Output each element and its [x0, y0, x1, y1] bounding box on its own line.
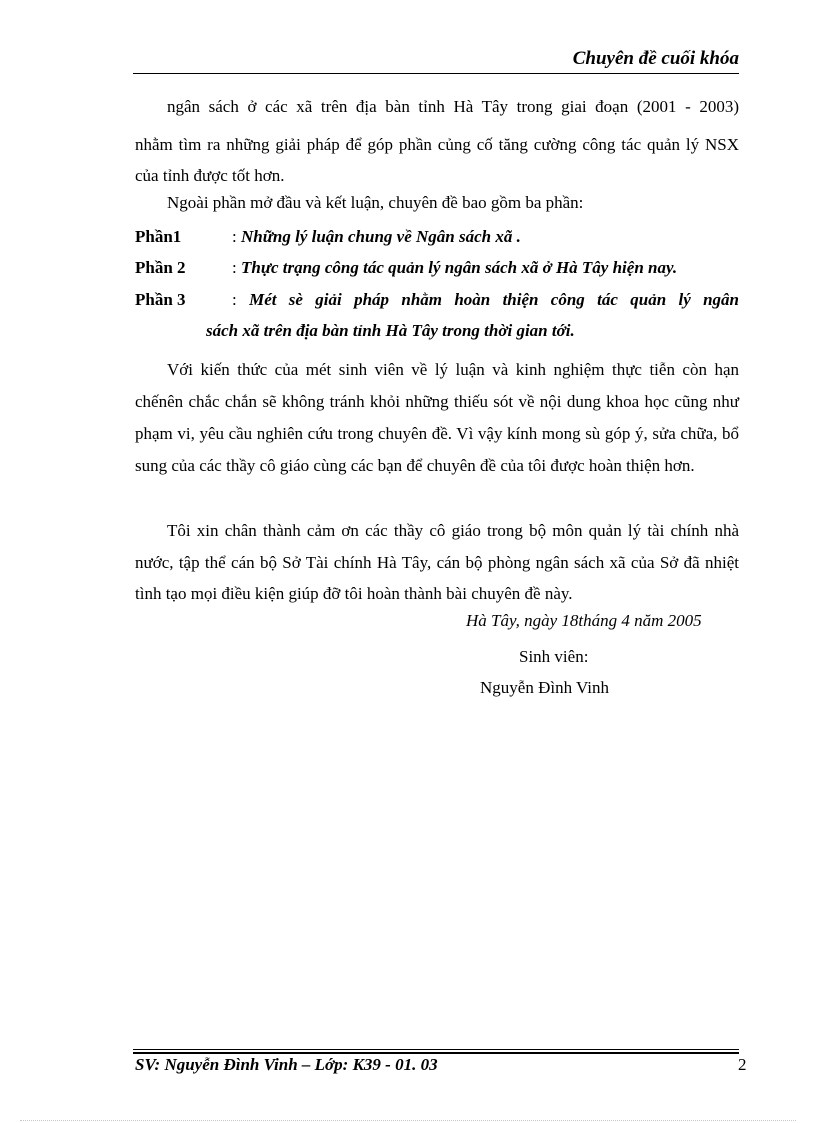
part-3-label: Phần 3 [135, 290, 186, 309]
page-edge-dotted-line [20, 1120, 796, 1121]
part-1-title [232, 227, 739, 247]
footer-rule-thin [133, 1049, 739, 1050]
part-2-colon: : [232, 258, 237, 277]
paragraph-1-rest: nhằm tìm ra những giải pháp để góp phần củng cố tăng cường công tác quản lý NSX của tỉnh được tốt hơn. [135, 135, 739, 185]
footer-rule-thick [133, 1052, 739, 1054]
paragraph-4: Tôi xin chân thành cảm ơn các thầy cô giáo trong bộ môn quản lý tài chính nhà nước, tập thể cán bộ Sở Tài chính Hà Tây, cán bộ phòng ngân sách xã của Sở đã nhiệt tình tạo mọi điều kiện giúp đỡ tôi hoàn thành bài chuyên đề này. [135, 521, 739, 603]
header-rule [133, 73, 739, 74]
part-3-text: Mét sè giải pháp nhằm hoàn thiện công tác quản lý ngân [249, 290, 740, 309]
signature-title: Sinh viên: [519, 647, 589, 666]
part-2-title [232, 258, 739, 278]
paragraph-2: Ngoài phần mở đầu và kết luận, chuyên đề bao gồm ba phần: [167, 193, 584, 212]
footer-author-class: SV: Nguyễn Đình Vinh – Lớp: K39 - 01. 03 [135, 1055, 438, 1074]
running-header: Chuyên đề cuối khóa [572, 48, 739, 69]
signature-name: Nguyễn Đình Vinh [480, 678, 609, 697]
paragraph-1-line-1: ngân sách ở các xã trên địa bàn tỉnh Hà Tây trong giai đoạn (2001 - 2003) [167, 97, 739, 116]
page-number: 2 [738, 1055, 747, 1074]
paragraph-3: Với kiến thức của mét sinh viên về lý luận và kinh nghiệm thực tiễn còn hạn chếnên chắc chắn sẽ không tránh khỏi những thiếu sót về nội dung khoa học cũng như phạm vi, yêu cầu nghiên cứu trong chuyên đề. Vì vậy kính mong sù góp ý, sửa chữa, bổ sung của các thầy cô giáo cùng các bạn để chuyên đề của tôi được hoàn thiện hơn. [135, 360, 739, 475]
signature-date: Hà Tây, ngày 18tháng 4 năm 2005 [466, 611, 702, 630]
part-1-colon: : [232, 227, 237, 246]
part-2-label: Phần 2 [135, 258, 186, 277]
part-3-title-line-2: sách xã trên địa bàn tỉnh Hà Tây trong thời gian tới. [206, 321, 575, 340]
part-3 [135, 290, 739, 342]
part-2-text: Thực trạng công tác quản lý ngân sách xã ở Hà Tây hiện nay. [240, 258, 678, 277]
part-1-label: Phần1 [135, 227, 182, 246]
part-3-colon: : [232, 290, 237, 309]
part-3-title [232, 290, 739, 310]
part-1-text: Những lý luận chung về Ngân sách xã . [240, 227, 521, 246]
